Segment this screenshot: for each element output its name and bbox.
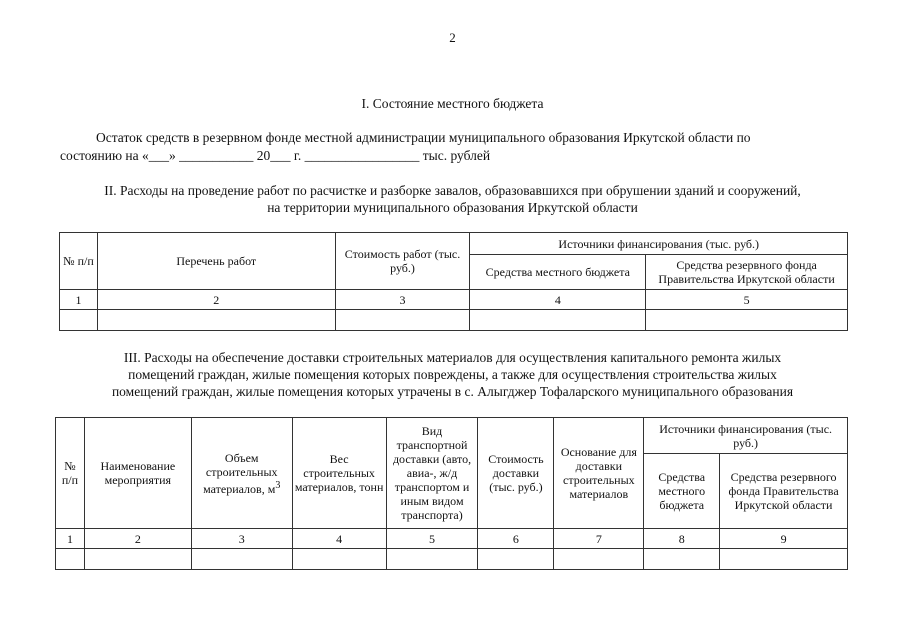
page-number: 2 — [449, 30, 456, 45]
header-cell-volume — [191, 418, 292, 529]
header-cell-works: Перечень работ — [97, 233, 335, 290]
header-cell-volume-text: Объем строительных материалов, м — [203, 450, 278, 496]
header-cell-reserve-fund: Средства резервного фонда Правительства Иркутской области — [646, 255, 848, 290]
header-cell-sources: Источники финансирования (тыс. руб.) — [470, 233, 848, 255]
header-cell-sources: Источники финансирования (тыс. руб.) — [644, 418, 848, 454]
index-cell: 4 — [292, 529, 386, 549]
header-cell-num: № п/п — [60, 233, 98, 290]
index-cell: 6 — [478, 529, 554, 549]
index-cell: 2 — [97, 290, 335, 310]
empty-row — [60, 310, 848, 331]
debris-expenses-table — [59, 232, 848, 331]
empty-cell — [292, 549, 386, 570]
empty-cell — [478, 549, 554, 570]
empty-cell — [60, 310, 98, 331]
header-cell-volume-sup: 3 — [275, 479, 281, 491]
empty-cell — [720, 549, 848, 570]
section2-title — [0, 182, 905, 216]
index-cell: 2 — [84, 529, 191, 549]
empty-cell — [386, 549, 478, 570]
header-cell-cost: Стоимость работ (тыс. руб.) — [335, 233, 470, 290]
index-cell: 1 — [60, 290, 98, 310]
section3-title-line2: помещений граждан, жилые помещения которых повреждены, а также для осуществления строительства жилых — [128, 367, 777, 382]
header-cell-local-budget: Средства местного бюджета — [470, 255, 646, 290]
index-cell: 3 — [191, 529, 292, 549]
reserve-balance-line1-text: Остаток средств в резервном фонде местной администрации муниципального образования Иркутской области по — [96, 130, 751, 145]
header-cell-weight: Вес строительных материалов, тонн — [292, 418, 386, 529]
reserve-balance-paragraph — [60, 129, 850, 165]
empty-cell — [84, 549, 191, 570]
reserve-balance-line1 — [60, 129, 850, 147]
empty-cell — [191, 549, 292, 570]
delivery-expenses-table — [55, 417, 848, 570]
header-cell-name: Наименование мероприятия — [84, 418, 191, 529]
section1-title: I. Состояние местного бюджета — [361, 96, 544, 111]
empty-cell — [554, 549, 644, 570]
empty-cell — [644, 549, 720, 570]
section2-title-line1: II. Расходы на проведение работ по расчистке и разборке завалов, образовавшихся при обрушении зданий и сооружений, — [104, 183, 801, 198]
empty-cell — [56, 549, 85, 570]
index-row — [60, 290, 848, 310]
header-cell-reserve-fund: Средства резервного фонда Правительства Иркутской области — [720, 454, 848, 529]
index-cell: 5 — [386, 529, 478, 549]
index-cell: 9 — [720, 529, 848, 549]
header-cell-num: № п/п — [56, 418, 85, 529]
section3-title-line1: III. Расходы на обеспечение доставки строительных материалов для осуществления капитального ремонта жилых — [123, 350, 782, 365]
section3-title — [0, 349, 905, 400]
index-cell: 1 — [56, 529, 85, 549]
empty-cell — [470, 310, 646, 331]
index-cell: 3 — [335, 290, 470, 310]
index-row — [56, 529, 848, 549]
empty-cell — [646, 310, 848, 331]
header-cell-cost: Стоимость доставки (тыс. руб.) — [478, 418, 554, 529]
index-cell: 4 — [470, 290, 646, 310]
empty-cell — [97, 310, 335, 331]
header-cell-basis: Основание для доставки строительных материалов — [554, 418, 644, 529]
header-cell-local-budget: Средства местного бюджета — [644, 454, 720, 529]
empty-row — [56, 549, 848, 570]
header-cell-transport: Вид транспортной доставки (авто, авиа-, ж/д транспортом и иным видом транспорта) — [386, 418, 478, 529]
section2-title-line2: на территории муниципального образования Иркутской области — [267, 200, 638, 215]
section3-title-line3: помещений граждан, жилые помещения которых утрачены в с. Алыгджер Тофаларского муниципального образования — [111, 384, 794, 399]
index-cell: 5 — [646, 290, 848, 310]
index-cell: 7 — [554, 529, 644, 549]
index-cell: 8 — [644, 529, 720, 549]
reserve-balance-line2: состоянию на «___» ___________ 20___ г. _________________ тыс. рублей — [60, 148, 491, 163]
empty-cell — [335, 310, 470, 331]
